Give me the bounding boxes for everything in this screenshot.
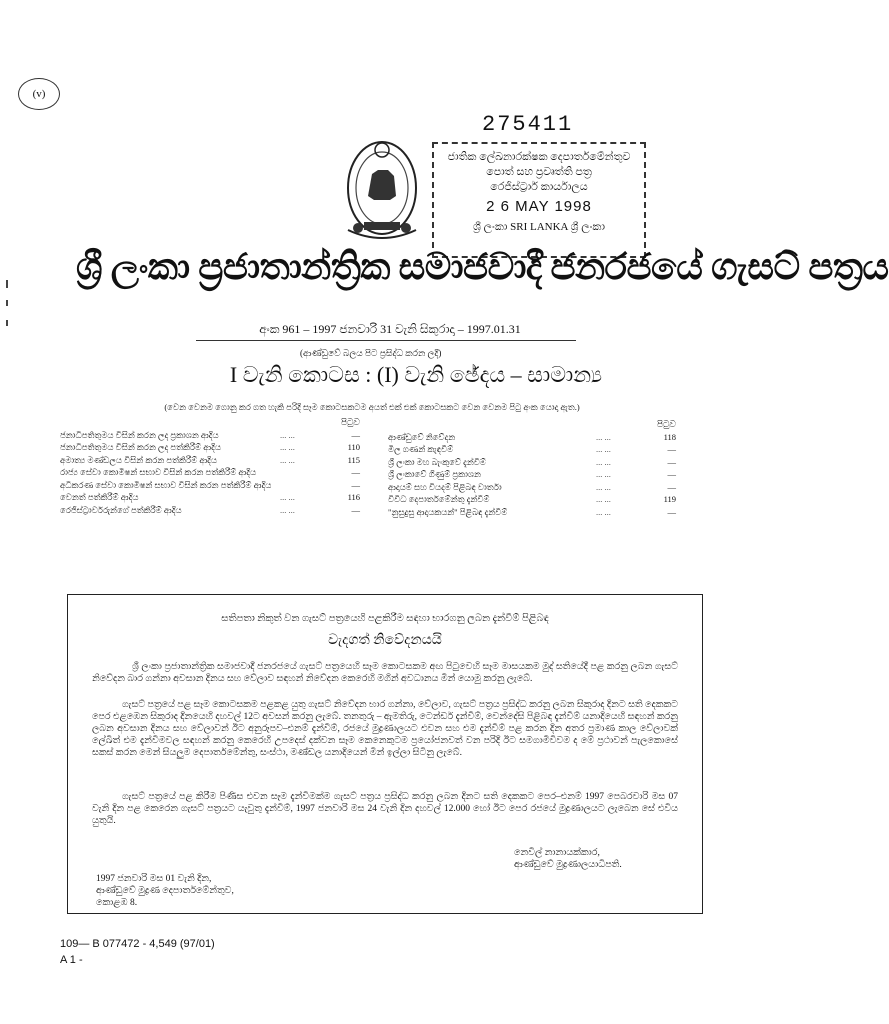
sheet-mark: A 1 -: [60, 954, 83, 966]
date-line-3: කොළඹ 8.: [96, 898, 138, 908]
notice-paragraph-2: ගැසට් පත්‍රයේ පළ සෑම කොටසකම පළකළ යුතු ගැසට් නිවේදන භාර ගන්නා, වේලාව, ගැසට් පත්‍රය ප්‍රසිද්ධ කරනු ලබන සිකුරාද දිනට සති දෙකකට පෙර එළඹෙන සිකුරාද දිනයෙහි දහවල් 12ට අවසන් කරනු ලැබේ. තනතුරු – ඇමතිරු, ටෙන්ඩර් දැන්වීම්, වෙන්දේසි පිළිබඳ දැන්වීම් යනාදියෙහි සඳහන් කරනු ලබන අවසාන දිනය සහ වේලාවන් ඊට අනුරූපව–එනම් දැන්වීම්, රජයේ මුද්‍රණාලයට එවන සහ එම දැන්වීම් පළ කරන දින අතර ප්‍රමාණ කාල වේලාවක් ලේඛිත් එම දැන්වීමවල සඳහන් කරනු කෙරෙහි උපදෙස් දක්වන සෑම කෙනෙකුටම ප්‍රයෝජනවත් වන පරිදි ඊට සමගාමීවිවම ද මේ ප්‍රථාවන් පැලකොසේ සකස් කරන මෙන් සියලුම දෙපාර්තමේන්තු, සංස්ථා, මණ්ඩල යනාදියෙන් මින් ඉල්ලා සිටිනු ලැබේ.: [92, 700, 678, 758]
issue-subnote: (ආණ්ඩුවේ බලය පිට ප්‍රසිද්ධ කරන ලදී): [300, 348, 442, 358]
issue-place-date: [96, 873, 234, 909]
archives-received-stamp: [432, 142, 646, 258]
toc-row: රෙජිස්ට්‍රාර්වරුන්ගේ පත්කිරීම් ආදිය ... ... —: [60, 504, 360, 515]
handwritten-circle-mark: (v): [18, 78, 60, 110]
toc-row: අධිකරණ සේවා කොමිෂන් සභාව විසින් කරන පත්කිරීම් ආදිය —: [60, 479, 360, 490]
issue-number-date: අංක 961 – 1997 ජනවාරි 31 වැනි සිකුරාදා – 1997.01.31: [259, 322, 521, 336]
pages-column-label: පිටුව: [656, 419, 676, 429]
signature-title: ආණ්ඩුවේ මුද්‍රණාලයාධිපති.: [514, 860, 622, 870]
stamp-date: 2 6 MAY 1998: [486, 198, 592, 215]
divider: [196, 340, 576, 341]
scan-edge-marks: [4, 280, 10, 340]
contents-right-column: [388, 418, 676, 518]
toc-row: රාජ්‍ය සේවා කොමිෂන් සභාව විසින් කරන පත්කිරීම් ආදිය —: [60, 467, 360, 477]
notice-paragraph-3: ගැසට් පත්‍රයේ පළ කිරීම පිණිස එවන සෑම දැන්වීමක්ම ගැසට් පත්‍රය ප්‍රසිද්ධ කරනු ලබන දිනට සති දෙකකට පෙර–එනම් 1997 පෙබරවාරි මස 07 වැනි දින පළ කෙරෙන ගැසට් පත්‍රයට යැවුතු දැන්වීම්, 1997 ජනවාරි මස 24 වැනි දින දහවල් 12.000 හෝ ඊට පෙර රජයේ මුද්‍රණාලයට ලැබෙන සේ එවිය යුතුයි.: [92, 792, 678, 826]
toc-row: විවිධ දෙපාර්තමේන්තු දැන්වීම් ... ... 119: [388, 494, 676, 504]
stamp-country: ශ්‍රී ලංකා SRI LANKA ශ්‍රී ලංකා: [473, 221, 605, 233]
notice-title: වැදගත් නිවේදනයයි: [328, 633, 442, 648]
notice-heading: සතිපතා නිකුත් වන ගැසට් පත්‍රයෙහි පළකිරීම සඳහා භාරගනු ලබන දැන්වීම් පිළිබඳ: [221, 613, 549, 624]
toc-row: "නුසුදුසු ආදායකයන්" පිළිබඳ දැන්වීම් ... ... —: [388, 506, 676, 517]
toc-row: ශ්‍රී ලංකාවේ ගිණුම් ප්‍රකාශන ... ... —: [388, 469, 676, 479]
stamp-line-2: පොත් සහ ප්‍රවෘත්ති පත්‍ර: [486, 166, 592, 178]
toc-row: ආණ්ඩුවේ නිවේදන ... ... 118: [388, 431, 676, 442]
sri-lanka-emblem-icon: [338, 130, 426, 250]
date-line-2: ආණ්ඩුවේ මුද්‍රණ දෙපාර්තමේන්තුව,: [96, 886, 234, 896]
important-notice-box: [67, 594, 703, 914]
toc-row: අමාත්‍ය මණ්ඩලය විසින් කරන පත්කිරීම් ආදිය ... ... 115: [60, 454, 360, 465]
notice-paragraph-1: ශ්‍රී ලංකා ප්‍රජාතාන්ත්‍රික සමාජවාදී ජනරජයේ ගැසට් පත්‍රයෙහි සෑම කොටසකම අඟ පිටුවෙහි සෑම මාසයකම මුද් සතියේදී පළ කරනු ලබන ගැසට් නිවේදන බාර ගන්නා අවසාන දිනය සහ වේලාව සඳහන් නිවේදන කෙරෙහි මගින් අවධානය මින් යොමු කරනු ලැබේ.: [92, 662, 678, 684]
toc-row: ශ්‍රී ලංකා මහ බැංකුවේ දැන්වීම් ... ... —: [388, 456, 676, 467]
stamp-line-3: රෙජිස්ට්‍රාර් කාර්යාලය: [490, 181, 588, 193]
part-heading: I වැනි කොටස : (I) වැනි ඡේදය – සාමාන්‍ය: [229, 362, 603, 387]
contents-left-column: [60, 416, 360, 516]
toc-row: වෙනත් පත්කිරීම් ආදිය ... ... 116: [60, 492, 360, 502]
signature-block: [514, 847, 622, 871]
toc-row: ජනාධිපතිතුමය විසින් කරන ලද ප්‍රකාශන ආදිය ... ... —: [60, 429, 360, 440]
signature-name: නෙවිල් නානායක්කාර,: [514, 848, 600, 858]
toc-row: ආදායම් සහ වියදම් පිළිබඳ වාර්තා ... ... —: [388, 481, 676, 492]
stamp-line-1: ජාතික ලේඛනාරක්ෂක දෙපාර්තමේන්තුව: [447, 151, 631, 163]
serial-number: 275411: [482, 112, 574, 137]
toc-row: මිල ගණන් කැඳවීම් ... ... —: [388, 444, 676, 454]
print-code: 109— B 077472 - 4,549 (97/01): [60, 938, 215, 950]
gazette-masthead: ශ්‍රී ලංකා ප්‍රජාතාන්ත්‍රික සමාජවාදී ජනරජයේ ගැසට් පත්‍රය: [76, 247, 889, 288]
toc-row: ජනාධිපතිතුමය විසින් කරන ලද පත්කිරීම් ආදිය ... ... 110: [60, 442, 360, 452]
pages-column-label: පිටුව: [340, 417, 360, 427]
date-line-1: 1997 ජනවාරි මස 01 වැනි දින,: [96, 874, 212, 884]
part-note: (වෙන වෙනම ගොනු කර ගත හැකි පරිදි සෑම කොටසකටම අයත් එක් එක් කොටසකට වෙන වෙනම පිටු අංක යොදා ඇත.): [164, 402, 580, 412]
